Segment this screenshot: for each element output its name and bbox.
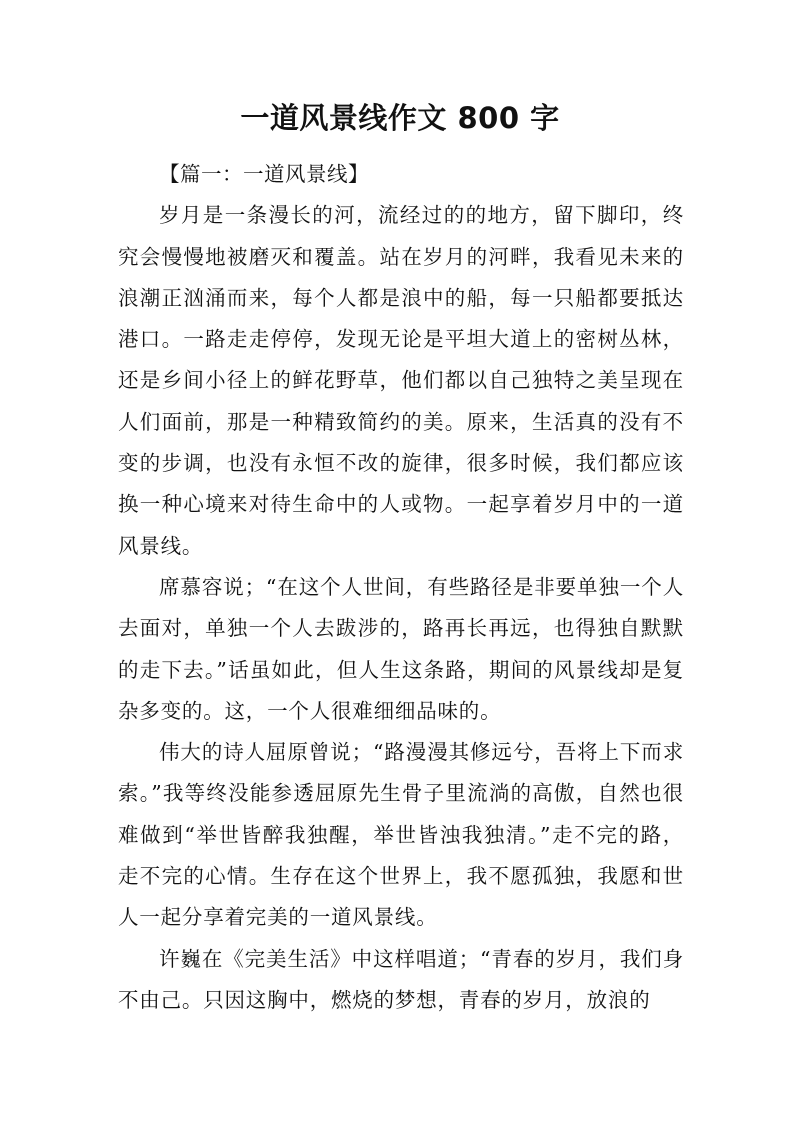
document-body	[118, 154, 684, 1021]
document-title: 一道风景线作文 800 字	[240, 101, 560, 135]
paragraph-4: 许巍在《完美生活》中这样唱道；“青春的岁月，我们身不由己。只因这胸中，燃烧的梦想，青春的岁月，放浪的	[118, 946, 684, 1012]
paragraph-1: 岁月是一条漫长的河，流经过的的地方，留下脚印，终究会慢慢地被磨灭和覆盖。站在岁月的河畔，我看见未来的浪潮正汹涌而来，每个人都是浪中的船，每一只船都要抵达港口。一路走走停停，发现无论是平坦大道上的密树丛林，还是乡间小径上的鲜花野草，他们都以自己独特之美呈现在人们面前，那是一种精致简约的美。原来，生活真的没有不变的步调，也没有永恒不改的旋律，很多时候，我们都应该换一种心境来对待生命中的人或物。一起享着岁月中的一道风景线。	[118, 203, 684, 558]
paragraph-3: 伟大的诗人屈原曾说；“路漫漫其修远兮，吾将上下而求索。”我等终没能参透屈原先生骨子里流淌的高傲，自然也很难做到“举世皆醉我独醒，举世皆浊我独清。”走不完的路，走不完的心情。生存在这个世界上，我不愿孤独，我愿和世人一起分享着完美的一道风景线。	[118, 740, 684, 930]
paragraph-2: 席慕容说；“在这个人世间，有些路径是非要单独一个人去面对，单独一个人去跋涉的，路再长再远，也得独自默默的走下去。”话虽如此，但人生这条路，期间的风景线却是复杂多变的。这，一个人很难细细品味的。	[118, 574, 684, 723]
section-heading: 【篇一：一道风景线】	[159, 162, 369, 186]
